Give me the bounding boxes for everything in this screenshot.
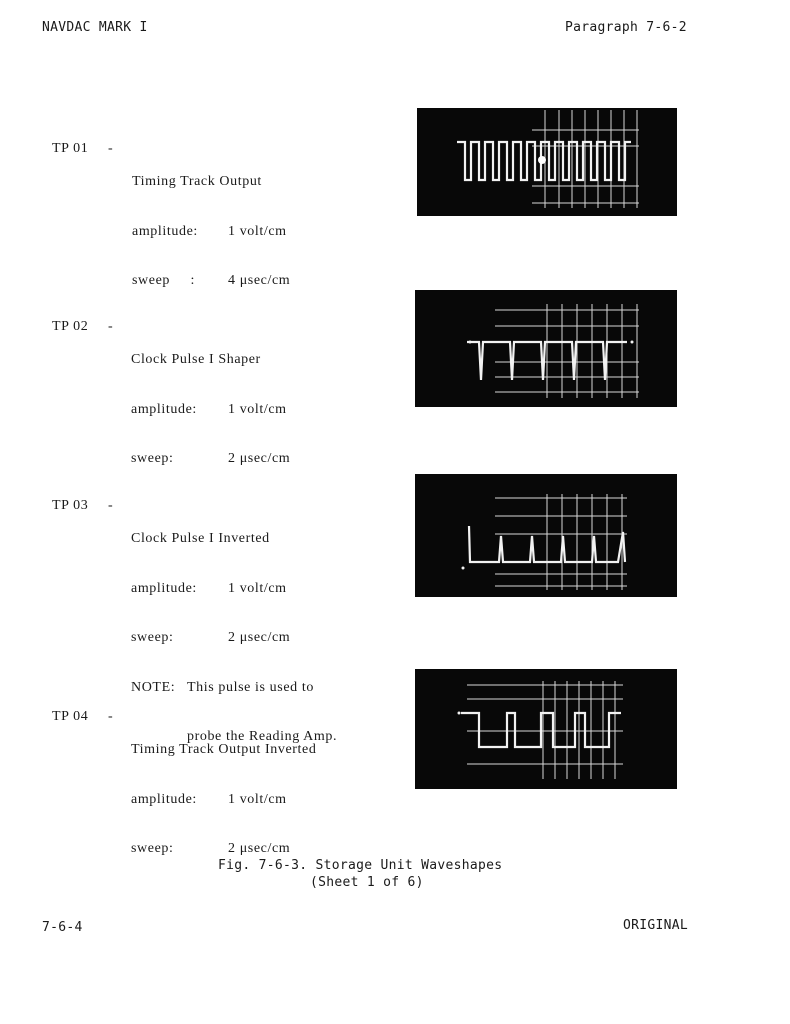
sweep-label: sweep:: [131, 841, 174, 856]
sweep-label: sweep:: [131, 630, 174, 645]
sweep-value: 4 μsec/cm: [228, 273, 291, 288]
amplitude-value: 1 volt/cm: [228, 791, 287, 807]
tp-dash: -: [108, 498, 113, 513]
amplitude-label: amplitude:: [131, 580, 197, 596]
amplitude-label: amplitude:: [131, 401, 197, 417]
amplitude-value: 1 volt/cm: [228, 401, 287, 417]
tp-title: Timing Track Output Inverted: [131, 742, 317, 757]
oscilloscope-photo-tp04: [415, 669, 677, 789]
note-text-line2: probe the Reading Amp.: [187, 729, 338, 744]
tp-dash: -: [108, 319, 113, 334]
tp-description: [132, 141, 291, 323]
tp-dash: -: [108, 709, 113, 724]
oscilloscope-photo-tp03: [415, 474, 677, 597]
figure-caption: Fig. 7-6-3. Storage Unit Waveshapes: [218, 858, 503, 873]
figure-sheet-number: (Sheet 1 of 6): [310, 875, 424, 890]
tp-description: [131, 319, 291, 501]
tp-title: Clock Pulse I Shaper: [131, 352, 261, 367]
waveform-tp03: [415, 474, 677, 597]
header-paragraph: Paragraph 7-6-2: [565, 20, 687, 35]
header-title: NAVDAC MARK I: [42, 20, 148, 35]
waveform-tp02: [415, 290, 677, 407]
tp-dash: -: [108, 141, 113, 156]
amplitude-label: amplitude:: [132, 223, 198, 239]
amplitude-value: 1 volt/cm: [228, 223, 287, 239]
sweep-label: sweep:: [131, 451, 174, 466]
waveform-tp01: [417, 108, 677, 216]
tp-label: TP 01: [52, 141, 89, 156]
tp-title: Timing Track Output: [132, 174, 262, 189]
tp-label: TP 04: [52, 709, 89, 724]
tp-title: Clock Pulse I Inverted: [131, 531, 270, 546]
sweep-value: 2 μsec/cm: [228, 630, 291, 645]
tp-label: TP 03: [52, 498, 89, 513]
page-number: 7-6-4: [42, 920, 83, 935]
waveform-tp04: [415, 669, 677, 789]
amplitude-label: amplitude:: [131, 791, 197, 807]
sweep-value: 2 μsec/cm: [228, 841, 291, 856]
sweep-label: sweep :: [132, 273, 195, 288]
amplitude-value: 1 volt/cm: [228, 580, 287, 596]
tp-label: TP 02: [52, 319, 89, 334]
sweep-value: 2 μsec/cm: [228, 451, 291, 466]
footer-status: ORIGINAL: [623, 918, 689, 933]
oscilloscope-photo-tp02: [415, 290, 677, 407]
oscilloscope-photo-tp01: [417, 108, 677, 216]
note-text-line1: This pulse is used to: [187, 679, 314, 695]
note-label: NOTE:: [131, 679, 176, 695]
